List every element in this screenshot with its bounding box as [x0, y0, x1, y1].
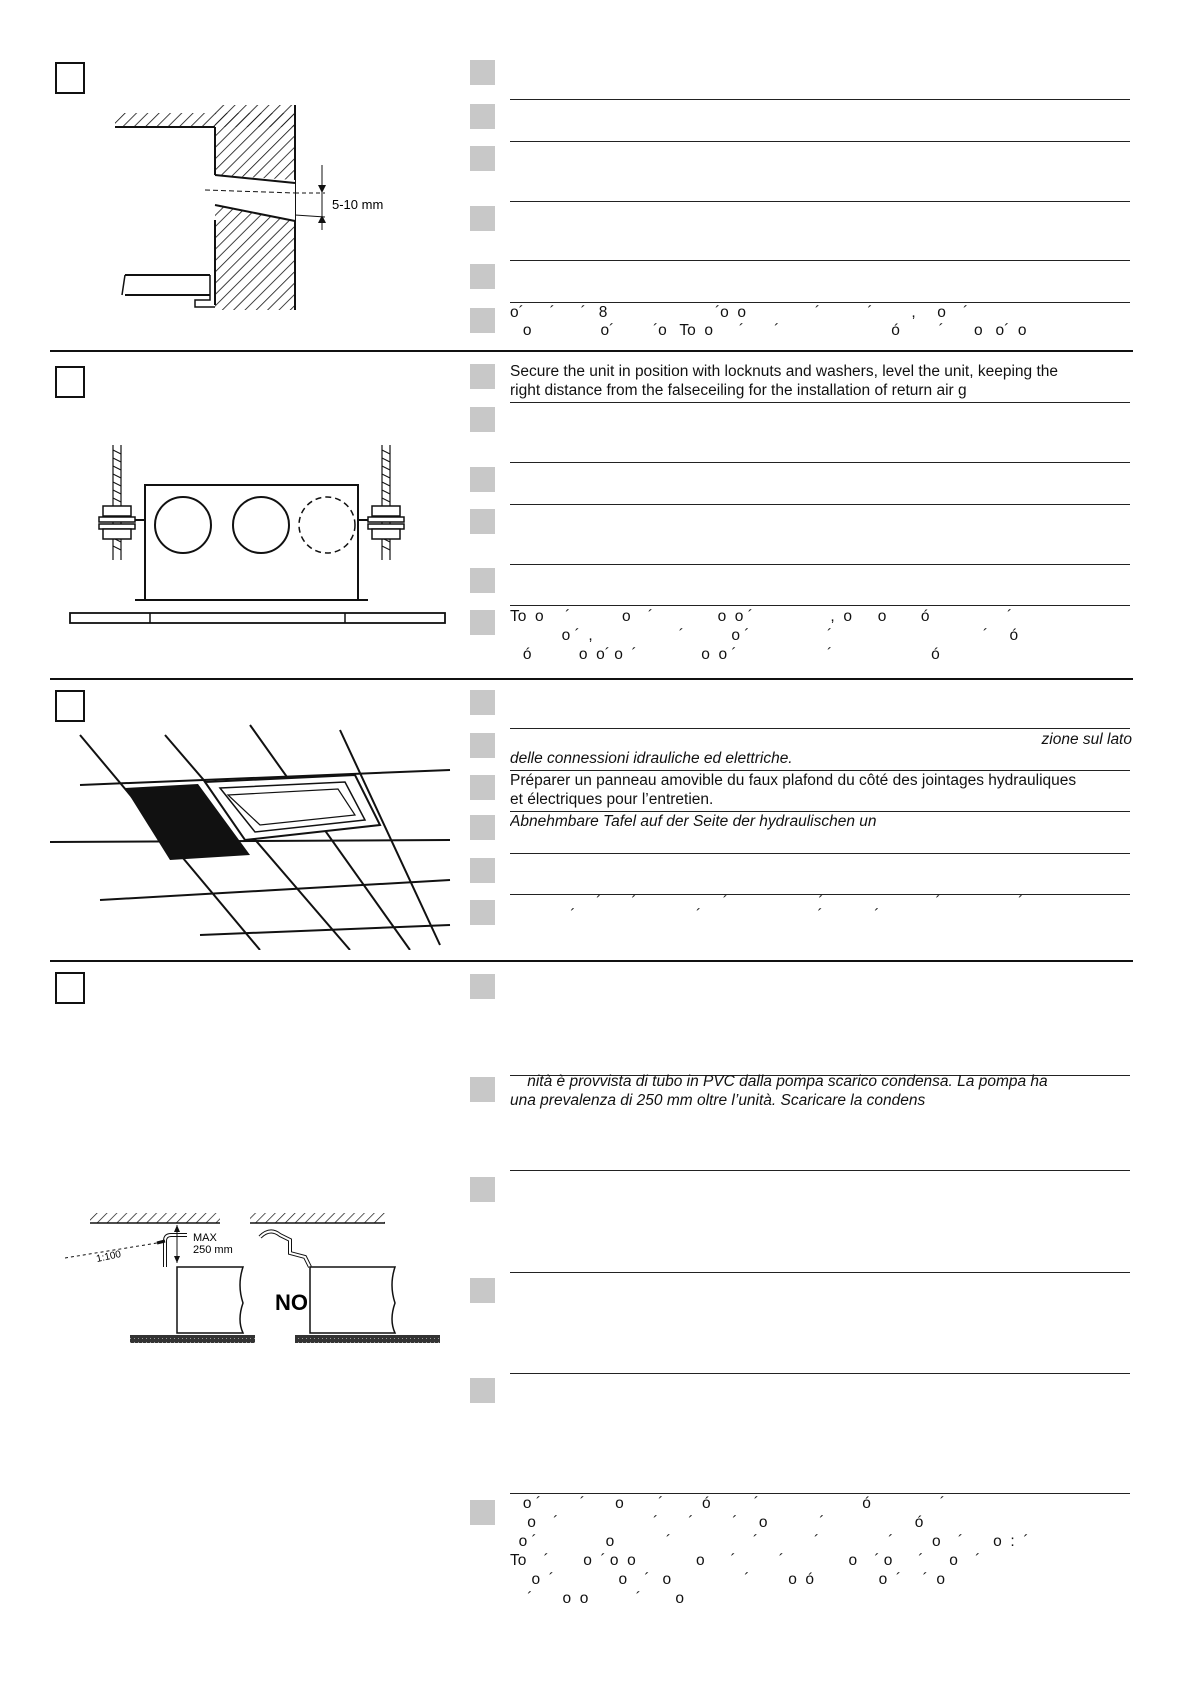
language-flag	[470, 467, 495, 492]
language-flag	[470, 308, 495, 333]
language-flag	[470, 1378, 495, 1403]
separator	[510, 504, 1130, 505]
max-label: MAX	[193, 1232, 217, 1244]
italian-text-line: nità è provvista di tubo in PVC dalla pompa scarico condensa. La pompa ha	[510, 1073, 1048, 1090]
no-label: NO	[275, 1290, 308, 1315]
french-text-line: Préparer un panneau amovible du faux plafond du côté des jointages hydrauliques	[510, 772, 1077, 789]
separator	[510, 99, 1130, 100]
section-divider	[50, 678, 1133, 680]
english-text-line: right distance from the falseceiling for the installation of return air g	[510, 382, 967, 399]
greek-text-line: To o ´ o ´ o o ´ , o o ó ´	[510, 608, 1013, 625]
separator	[510, 564, 1130, 565]
language-flag	[470, 858, 495, 883]
greek-text-line: o o´ ´o To o ´ ´ ó ´ o o´ o	[510, 322, 1027, 339]
language-flag	[470, 509, 495, 534]
language-flag	[470, 974, 495, 999]
language-flag	[470, 568, 495, 593]
separator	[510, 462, 1130, 463]
separator	[510, 728, 1130, 729]
separator	[510, 1170, 1130, 1171]
greek-text-line: ´ ´ ´ ´	[510, 907, 983, 924]
separator	[510, 260, 1130, 261]
greek-text-line: ´ o o ´ o	[510, 1590, 684, 1607]
step-marker-3	[55, 690, 85, 722]
separator	[510, 853, 1130, 854]
section-divider	[50, 350, 1133, 352]
greek-text-line: o´ ´ ´ 8 ´o o ´ ´ , o ´	[510, 304, 969, 321]
greek-text-line: ´ ´ ´ ´ ´ ´	[510, 894, 1024, 911]
english-text-line: Secure the unit in position with locknuts and washers, level the unit, keeping the	[510, 363, 1058, 380]
step-marker-4	[55, 972, 85, 1004]
language-flag	[470, 733, 495, 758]
wall-hole-slope-figure	[110, 105, 410, 315]
separator	[510, 141, 1130, 142]
greek-text-line: To ´ o ´ o o o ´ ´ o ´ o ´ o ´	[510, 1552, 981, 1569]
separator	[510, 1272, 1130, 1273]
slope-label: 1:100	[95, 1248, 123, 1265]
language-flag	[470, 60, 495, 85]
step-marker-1	[55, 62, 85, 94]
french-text-line: et électriques pour l’entretien.	[510, 791, 714, 808]
greek-text-line: o ´ o ´ o ´ o ó o ´ ´ o	[510, 1571, 945, 1588]
language-flag	[470, 364, 495, 389]
language-flag	[470, 146, 495, 171]
greek-text-line: o ´ ´ ´ ´ o ´ ó	[510, 1514, 924, 1531]
step-marker-2	[55, 366, 85, 398]
false-ceiling-panel-figure	[50, 720, 460, 950]
language-flag	[470, 264, 495, 289]
language-flag	[470, 206, 495, 231]
language-flag	[470, 1077, 495, 1102]
separator	[510, 605, 1130, 606]
italian-text-line: delle connessioni idrauliche ed elettriche.	[510, 750, 793, 767]
condensate-drain-figure	[65, 1205, 450, 1350]
language-flag	[470, 690, 495, 715]
unit-suspension-figure	[65, 440, 450, 650]
dimension-label: 5-10 mm	[332, 197, 384, 212]
german-text-line: Abnehmbare Tafel auf der Seite der hydraulischen un	[510, 813, 877, 830]
separator	[510, 1373, 1130, 1374]
section-divider	[50, 960, 1133, 962]
greek-text-line: o ´ o ´ ´ ´ ´ o ´ o : ´	[510, 1533, 1029, 1550]
italian-text-line: una prevalenza di 250 mm oltre l’unità. Scaricare la condens	[510, 1092, 926, 1109]
height-label: 250 mm	[193, 1244, 233, 1256]
separator	[510, 201, 1130, 202]
separator	[510, 402, 1130, 403]
language-flag	[470, 407, 495, 432]
language-flag	[470, 1177, 495, 1202]
greek-text-line: o ´ ´ o ´ ó ´ ó ´	[510, 1495, 945, 1512]
italian-text-line: zione sul lato	[1041, 731, 1132, 748]
language-flag	[470, 1500, 495, 1525]
language-flag	[470, 104, 495, 129]
language-flag	[470, 815, 495, 840]
language-flag	[470, 610, 495, 635]
language-flag	[470, 1278, 495, 1303]
language-flag	[470, 900, 495, 925]
greek-text-line: o ´ , ´ o ´ ´ ´ ó	[510, 627, 1019, 644]
greek-text-line: ó o o´ o ´ o o ´ ´ ó	[510, 646, 940, 663]
language-flag	[470, 775, 495, 800]
